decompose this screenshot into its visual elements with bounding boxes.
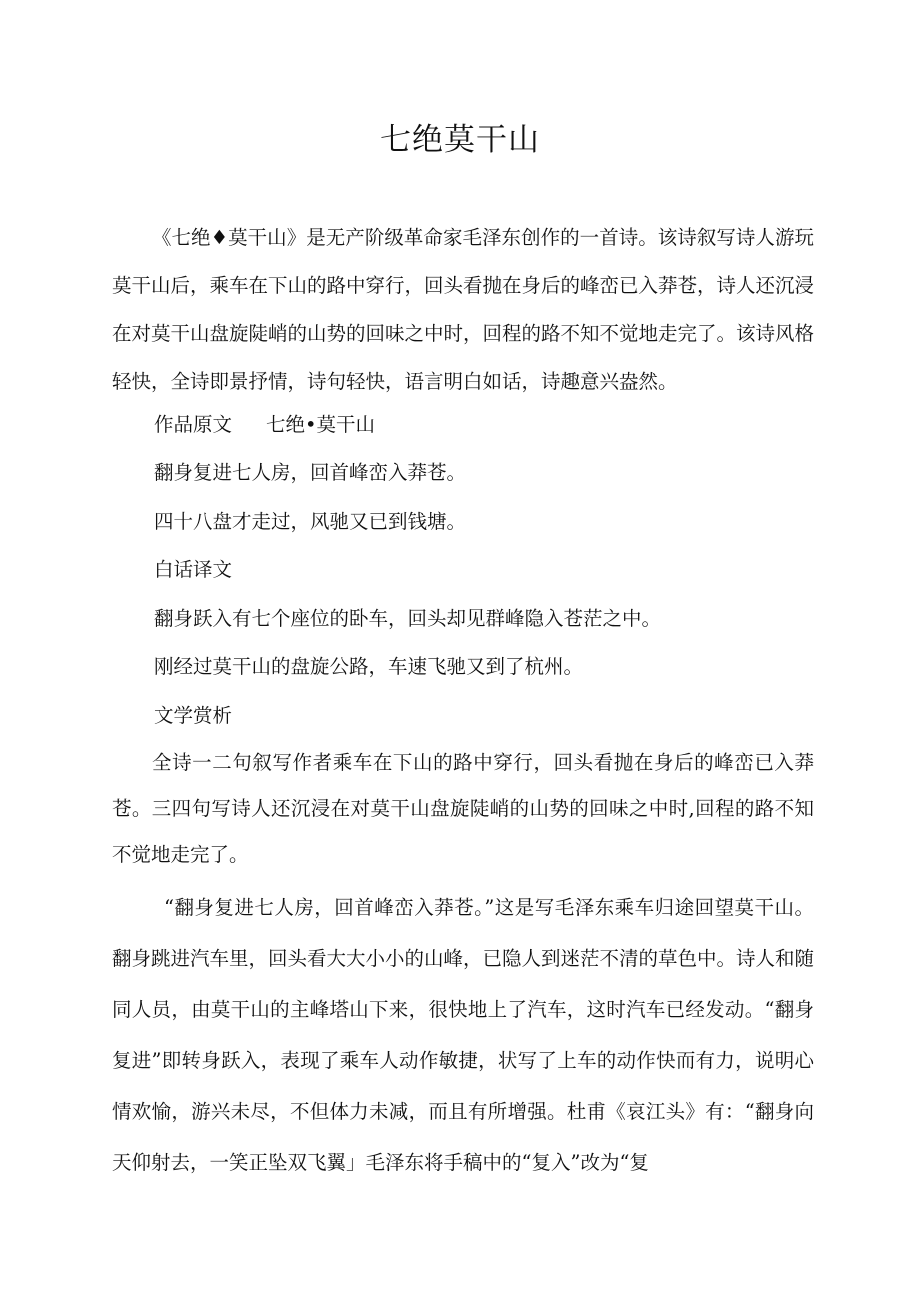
poem-line-1: 翻身复进七人房，回首峰峦入莽苍。 [154, 461, 467, 484]
translation-line-2: 刚经过莫干山的盘旋公路，车速飞驰又到了杭州。 [154, 655, 584, 678]
original-text-heading-line [154, 410, 375, 440]
detail-paragraph: “翻身复进七人房，回首峰峦入莽苍。”这是写毛泽东乘车归途回望莫干山。翻身跳进汽车里，回头看大大小小的山峰，已隐人到迷茫不清的草色中。诗人和随同人员，由莫干山的主峰塔山下来，很快地上了汽车，这时汽车已经发动。“翻身复进”即转身跃入，表现了乘车人动作敏捷，状写了上车的动作快而有力，说明心情欢愉，游兴未尽，不但体力未减，而且有所增强。杜甫《哀江头》有：“翻身向天仰射去，一笑正坠双飞翼」毛泽东将手稿中的“复入”改为“复 [112, 896, 815, 1174]
original-text-heading: 作品原文 [154, 413, 233, 436]
translation-line-1: 翻身跃入有七个座位的卧车，回头却见群峰隐入苍茫之中。 [154, 607, 662, 630]
intro-paragraph: 《七绝♦莫干山》是无产阶级革命家毛泽东创作的一首诗。该诗叙写诗人游玩莫干山后，乘车在下山的路中穿行，回头看抛在身后的峰峦已入莽苍，诗人还沉浸在对莫干山盘旋陡峭的山势的回味之中时，回程的路不知不觉地走完了。该诗风格轻快，全诗即景抒情，诗句轻快，语言明白如话，诗趣意兴盎然。 [112, 226, 815, 393]
poem-line-2: 四十八盘才走过，风驰又已到钱塘。 [154, 510, 467, 533]
analysis-heading: 文学赏析 [154, 704, 233, 727]
analysis-paragraph: 全诗一二句叙写作者乘车在下山的路中穿行，回头看抛在身后的峰峦已入莽苍。三四句写诗人还沉浸在对莫干山盘旋陡峭的山势的回味之中时,回程的路不知不觉地走完了。 [112, 751, 814, 866]
poem-title: 七绝•莫干山 [266, 413, 376, 436]
translation-heading: 白话译文 [154, 558, 233, 581]
document-title: 七绝莫干山 [380, 122, 540, 158]
